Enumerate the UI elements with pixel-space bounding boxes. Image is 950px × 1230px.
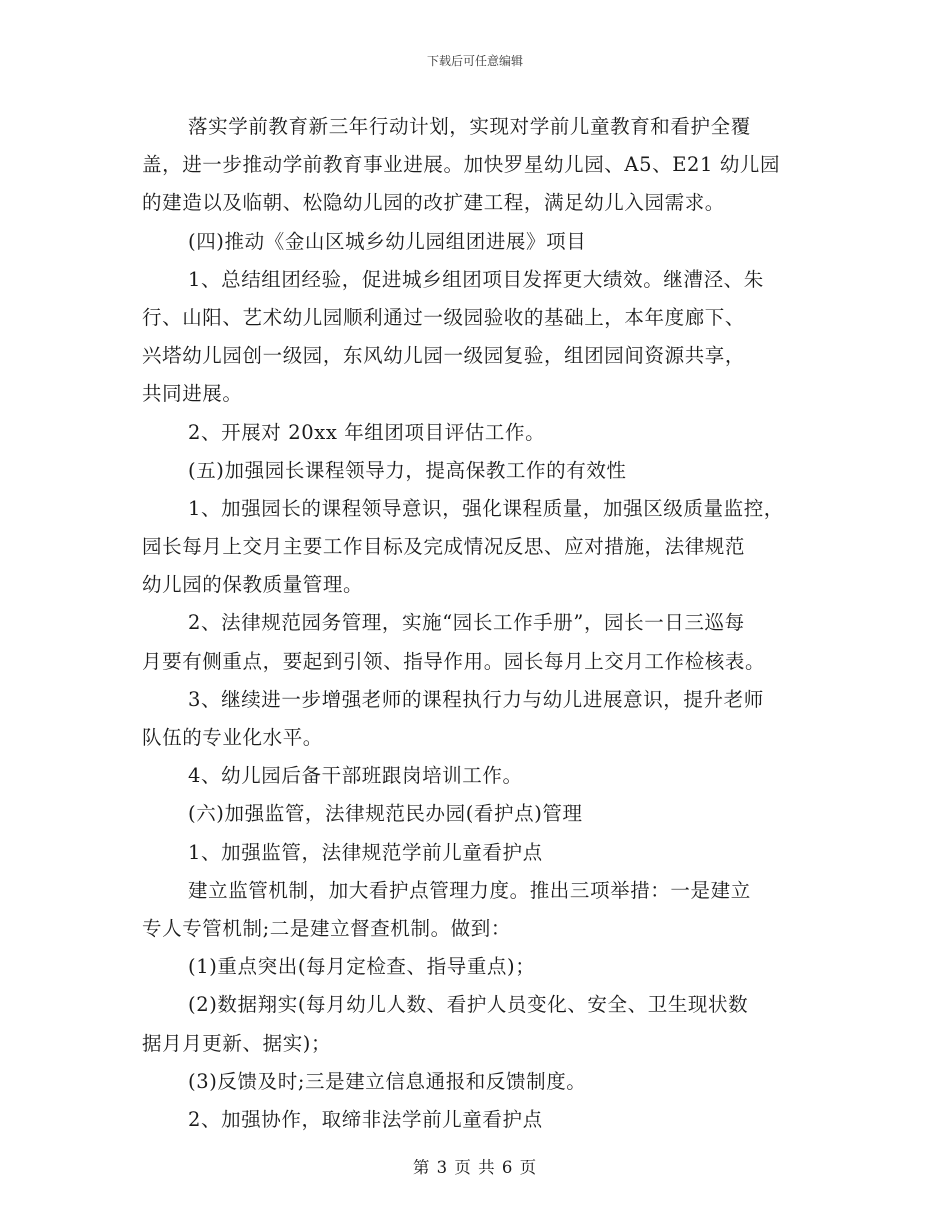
paragraph-line: 共同进展。 [142,382,243,406]
paragraph-line: 2、开展对 20xx 年组团项目评估工作。 [188,420,546,444]
paragraph-line: 队伍的专业化水平。 [142,726,323,749]
paragraph-line: 园长每月上交月主要工作目标及完成情况反思、应对措施，法律规范 [142,535,746,559]
document-body [142,108,810,1139]
paragraph-line: 1、加强监管，法律规范学前儿童看护点 [188,840,543,864]
section-heading: (四)推动《金山区城乡幼儿园组团进展》项目 [188,229,587,253]
paragraph-line: 的建造以及临朝、松隐幼儿园的改扩建工程，满足幼儿入园需求。 [142,191,725,215]
paragraph-line: 1、总结组团经验，促进城乡组团项目发挥更大绩效。继漕泾、朱 [188,267,764,291]
section-heading: (六)加强监管，法律规范民办园(看护点)管理 [188,802,583,826]
page-number-footer: 第 3 页 共 6 页 [412,1158,538,1177]
paragraph-line: 盖，进一步推动学前教育事业进展。加快罗星幼儿园、A5、E21 幼儿园 [142,153,781,177]
paragraph-line: 行、山阳、艺术幼儿园顺利通过一级园验收的基础上，本年度廊下、 [142,305,746,329]
paragraph-line: 据月月更新、据实)； [142,1031,332,1055]
paragraph-line: 幼儿园的保教质量管理。 [142,573,364,597]
paragraph-line: 兴塔幼儿园创一级园，东风幼儿园一级园复验，组团园间资源共享， [142,344,746,368]
paragraph-line: 月要有侧重点，要起到引领、指导作用。园长每月上交月工作检核表。 [142,649,766,673]
paragraph-line: 2、加强协作，取缔非法学前儿童看护点 [188,1107,543,1131]
paragraph-line: 1、加强园长的课程领导意识，强化课程质量，加强区级质量监控， [188,496,784,520]
paragraph-line: 4、幼儿园后备干部班跟岗培训工作。 [188,764,523,788]
paragraph-line: (1)重点突出(每月定检查、指导重点)； [188,955,536,979]
paragraph-line: 建立监管机制，加大看护点管理力度。推出三项举措：一是建立 [188,878,751,902]
section-heading: (五)加强园长课程领导力，提高保教工作的有效性 [188,458,627,482]
page-header: 下载后可任意编辑 [426,54,523,68]
paragraph-line: 专人专管机制;二是建立督查机制。做到： [142,916,511,940]
paragraph-line: 2、法律规范园务管理，实施“园长工作手册”，园长一日三巡每 [188,611,745,635]
paragraph-line: 落实学前教育新三年行动计划，实现对学前儿童教育和看护全覆 [188,115,751,138]
paragraph-line: (2)数据翔实(每月幼儿人数、看护人员变化、安全、卫生现状数 [188,993,749,1017]
paragraph-line: (3)反馈及时;三是建立信息通报和反馈制度。 [188,1069,587,1093]
paragraph-line: 3、继续进一步增强老师的课程执行力与幼儿进展意识，提升老师 [188,687,764,711]
